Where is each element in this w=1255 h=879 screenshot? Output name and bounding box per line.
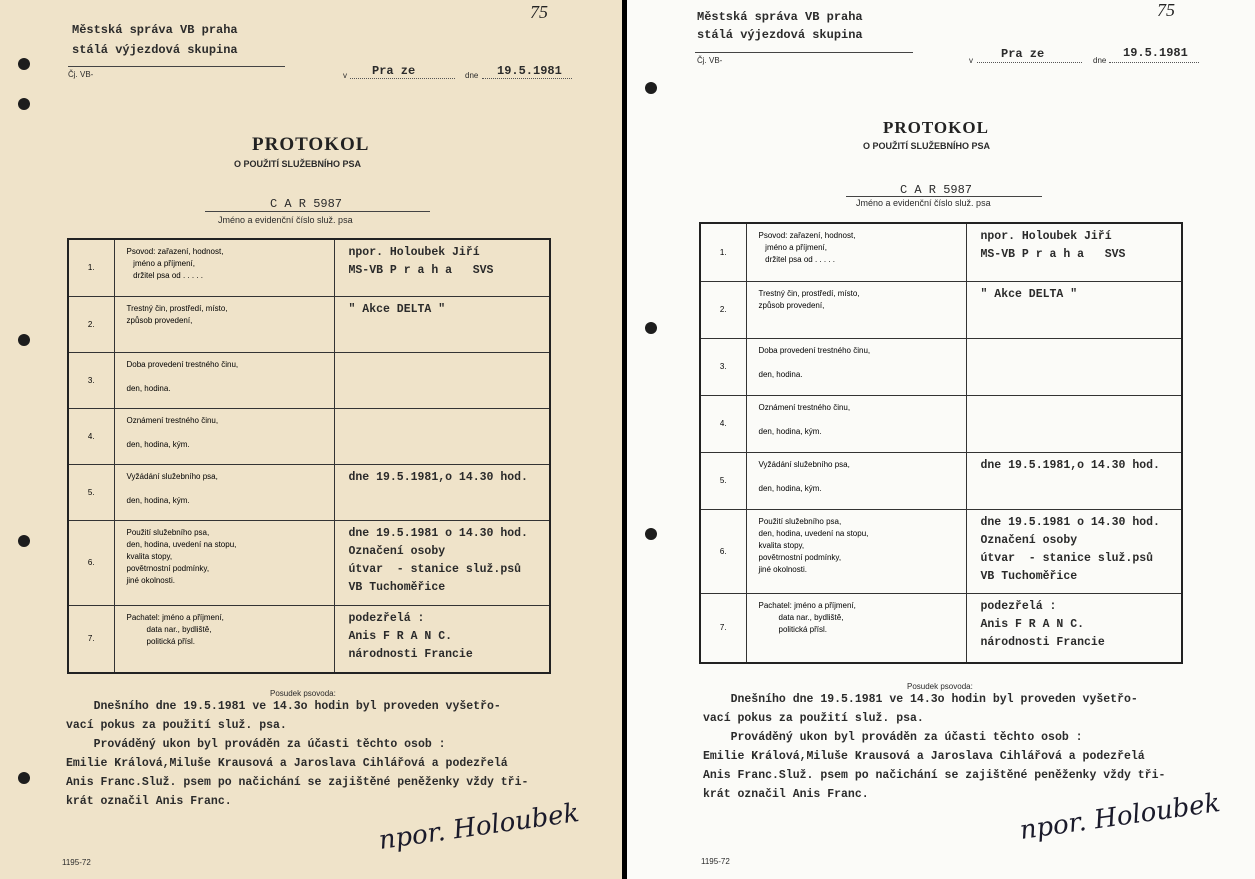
- punch-hole: [18, 58, 30, 70]
- row-value: dne 19.5.1981 o 14.30 hod. Označení osoby útvar - stanice služ.psů VB Tuchoměřice: [334, 520, 550, 605]
- protocol-subtitle: O POUŽITÍ SLUŽEBNÍHO PSA: [863, 141, 991, 151]
- dog-id-label: Jméno a evidenční číslo služ. psa: [218, 215, 353, 225]
- date-line: [482, 78, 572, 79]
- scan-page-enhanced: [627, 0, 1255, 879]
- table-row: [700, 452, 1182, 509]
- row-value: [966, 338, 1182, 395]
- row-label: Vyžádání služebního psa, den, hodina, kým.: [746, 452, 966, 509]
- row-number: 2.: [700, 281, 746, 338]
- dog-id: C A R 5987: [900, 183, 973, 197]
- row-label: Vyžádání služebního psa, den, hodina, kým.: [114, 464, 334, 520]
- dne-label: dne: [1093, 56, 1107, 65]
- protocol-subtitle: O POUŽITÍ SLUŽEBNÍHO PSA: [234, 159, 362, 169]
- posudek-label: Posudek psovoda:: [270, 689, 336, 698]
- row-label: Doba provedení trestného činu, den, hodina.: [114, 352, 334, 408]
- punch-hole: [18, 334, 30, 346]
- row-number: 4.: [700, 395, 746, 452]
- row-number: 5.: [68, 464, 114, 520]
- row-number: 3.: [68, 352, 114, 408]
- form-code: 1195-72: [62, 858, 91, 867]
- row-number: 3.: [700, 338, 746, 395]
- date: 19.5.1981: [497, 64, 562, 78]
- punch-hole: [18, 98, 30, 110]
- place: Pra ze: [372, 64, 416, 78]
- signature: npor. Holoubek: [1017, 788, 1223, 846]
- signature: npor. Holoubek: [376, 798, 582, 856]
- protocol-table: [699, 222, 1183, 664]
- table-row: [68, 352, 550, 408]
- table-row: [68, 408, 550, 464]
- place-line: [977, 62, 1082, 63]
- cj-label: Čj. VB-: [697, 56, 723, 65]
- row-value: " Akce DELTA ": [334, 296, 550, 352]
- row-label: Použití služebního psa, den, hodina, uvedení na stopu, kvalita stopy, povětrnostní podmínky, jiné okolnosti.: [114, 520, 334, 605]
- v-label: v: [969, 56, 973, 65]
- row-number: 7.: [68, 605, 114, 673]
- table-row: [68, 296, 550, 352]
- corner-mark: 75: [530, 2, 548, 22]
- table-row: [700, 593, 1182, 663]
- row-label: Pachatel: jméno a příjmení, data nar., bydliště, politická přísl.: [746, 593, 966, 663]
- cj-label: Čj. VB-: [68, 70, 94, 79]
- table-row: [68, 520, 550, 605]
- table-row: [700, 509, 1182, 593]
- row-label: Oznámení trestného činu, den, hodina, kým.: [746, 395, 966, 452]
- header-line1: Městská správa VB praha: [697, 10, 863, 24]
- punch-hole: [645, 82, 657, 94]
- header-line1: Městská správa VB praha: [72, 23, 238, 37]
- table-row: [700, 338, 1182, 395]
- posudek-text: Dnešního dne 19.5.1981 ve 14.3o hodin byl proveden vyšetřo- vací pokus za použití služ. psa. Prováděný ukon byl prováděn za účasti těchto osob : Emilie Králová,Miluše Krausová a Jaroslava Cihlářová a podezřelá Anis Franc.Služ. psem po načichání se zajištěné peněženky vždy tři- krát označil Anis Franc.: [66, 700, 529, 808]
- row-label: Oznámení trestného činu, den, hodina, kým.: [114, 408, 334, 464]
- v-label: v: [343, 71, 347, 80]
- table-row: [68, 239, 550, 296]
- dog-id-label: Jméno a evidenční číslo služ. psa: [856, 198, 991, 208]
- punch-hole: [645, 528, 657, 540]
- row-label: Trestný čin, prostředí, místo, způsob provedení,: [746, 281, 966, 338]
- table-row: [700, 281, 1182, 338]
- row-value: podezřelá : Anis F R A N C. národnosti Francie: [334, 605, 550, 673]
- row-number: 2.: [68, 296, 114, 352]
- row-number: 7.: [700, 593, 746, 663]
- date-line: [1109, 62, 1199, 63]
- row-number: 5.: [700, 452, 746, 509]
- header-line2: stálá výjezdová skupina: [697, 28, 863, 42]
- posudek-label: Posudek psovoda:: [907, 682, 973, 691]
- header-line2: stálá výjezdová skupina: [72, 43, 238, 57]
- row-value: dne 19.5.1981,o 14.30 hod.: [966, 452, 1182, 509]
- divider: [846, 196, 1042, 197]
- row-number: 1.: [700, 223, 746, 281]
- row-label: Pachatel: jméno a příjmení, data nar., bydliště, politická přísl.: [114, 605, 334, 673]
- row-value: [966, 395, 1182, 452]
- corner-mark: 75: [1157, 0, 1175, 20]
- row-value: podezřelá : Anis F R A N C. národnosti Francie: [966, 593, 1182, 663]
- table-row: [700, 223, 1182, 281]
- row-number: 4.: [68, 408, 114, 464]
- row-value: npor. Holoubek Jiří MS-VB P r a h a SVS: [966, 223, 1182, 281]
- row-value: " Akce DELTA ": [966, 281, 1182, 338]
- table-row: [68, 605, 550, 673]
- row-value: npor. Holoubek Jiří MS-VB P r a h a SVS: [334, 239, 550, 296]
- place: Pra ze: [1001, 47, 1045, 61]
- posudek-text: Dnešního dne 19.5.1981 ve 14.3o hodin byl proveden vyšetřo- vací pokus za použití služ. psa. Prováděný ukon byl prováděn za účasti těchto osob : Emilie Králová,Miluše Krausová a Jaroslava Cihlářová a podezřelá Anis Franc.Služ. psem po načichání se zajištěné peněženky vždy tři- krát označil Anis Franc.: [703, 693, 1166, 801]
- place-line: [350, 78, 455, 79]
- divider: [68, 66, 285, 67]
- row-number: 1.: [68, 239, 114, 296]
- row-label: Doba provedení trestného činu, den, hodina.: [746, 338, 966, 395]
- protocol-title: PROTOKOL: [252, 134, 370, 155]
- row-label: Trestný čin, prostředí, místo, způsob provedení,: [114, 296, 334, 352]
- protocol-table: [67, 238, 551, 674]
- dog-id: C A R 5987: [270, 197, 343, 211]
- table-row: [700, 395, 1182, 452]
- row-label: Psovod: zařazení, hodnost, jméno a příjmení, držitel psa od . . . . .: [114, 239, 334, 296]
- punch-hole: [18, 772, 30, 784]
- row-value: [334, 352, 550, 408]
- row-label: Psovod: zařazení, hodnost, jméno a příjmení, držitel psa od . . . . .: [746, 223, 966, 281]
- date: 19.5.1981: [1123, 46, 1188, 60]
- row-value: [334, 408, 550, 464]
- row-number: 6.: [68, 520, 114, 605]
- punch-hole: [18, 535, 30, 547]
- form-code: 1195-72: [701, 857, 730, 866]
- table-row: [68, 464, 550, 520]
- dne-label: dne: [465, 71, 479, 80]
- row-value: dne 19.5.1981,o 14.30 hod.: [334, 464, 550, 520]
- row-number: 6.: [700, 509, 746, 593]
- row-value: dne 19.5.1981 o 14.30 hod. Označení osoby útvar - stanice služ.psů VB Tuchoměřice: [966, 509, 1182, 593]
- protocol-title: PROTOKOL: [883, 118, 989, 137]
- punch-hole: [645, 322, 657, 334]
- scan-page-original: [0, 0, 622, 879]
- row-label: Použití služebního psa, den, hodina, uvedení na stopu, kvalita stopy, povětrnostní podmínky, jiné okolnosti.: [746, 509, 966, 593]
- divider: [695, 52, 913, 53]
- divider: [205, 211, 430, 212]
